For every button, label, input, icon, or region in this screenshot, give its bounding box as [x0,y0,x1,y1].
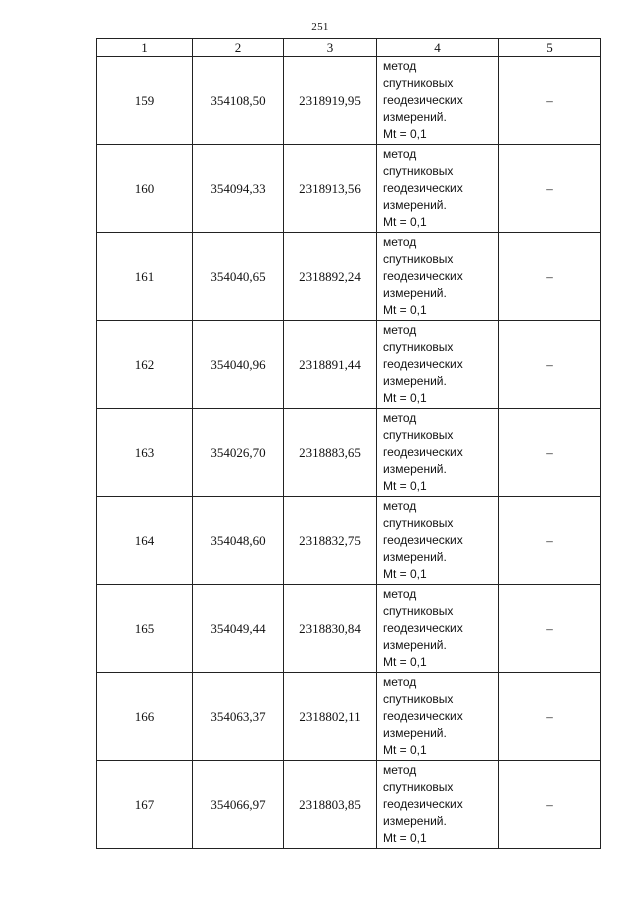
method-line: метод [383,323,417,337]
table-row [97,761,601,849]
method-line: геодезических [383,709,463,723]
method-cell [377,409,499,497]
method-line: спутниковых [383,76,454,90]
method-line: Mt = 0,1 [383,303,427,317]
method-line: Mt = 0,1 [383,127,427,141]
method-line: спутниковых [383,780,454,794]
method-line: Mt = 0,1 [383,831,427,845]
method-cell [377,761,499,849]
table-row [97,233,601,321]
x-coordinate-cell: 354063,37 [193,673,284,761]
y-coordinate-cell: 2318883,65 [284,409,377,497]
method-cell [377,145,499,233]
table-header [97,39,601,57]
method-line: геодезических [383,181,463,195]
method-line: геодезических [383,357,463,371]
y-coordinate-cell: 2318919,95 [284,57,377,145]
table-row [97,585,601,673]
method-line: спутниковых [383,692,454,706]
y-coordinate-cell: 2318803,85 [284,761,377,849]
method-cell [377,497,499,585]
method-line: измерений. [383,462,447,476]
table-row [97,673,601,761]
note-cell: – [499,233,601,321]
table-row [97,145,601,233]
x-coordinate-cell: 354040,65 [193,233,284,321]
method-line: Mt = 0,1 [383,567,427,581]
method-line: геодезических [383,445,463,459]
x-coordinate-cell: 354049,44 [193,585,284,673]
column-header-5: 5 [499,39,601,57]
method-line: спутниковых [383,164,454,178]
point-number-cell: 162 [97,321,193,409]
x-coordinate-cell: 354066,97 [193,761,284,849]
method-line: метод [383,59,417,73]
method-cell [377,673,499,761]
y-coordinate-cell: 2318802,11 [284,673,377,761]
method-line: измерений. [383,286,447,300]
y-coordinate-cell: 2318891,44 [284,321,377,409]
table-row [97,497,601,585]
table-body [97,57,601,849]
method-line: Mt = 0,1 [383,215,427,229]
method-line: метод [383,499,417,513]
point-number-cell: 164 [97,497,193,585]
method-line: геодезических [383,533,463,547]
method-line: геодезических [383,621,463,635]
point-number-cell: 163 [97,409,193,497]
method-line: спутниковых [383,428,454,442]
page-number: 251 [311,21,329,33]
x-coordinate-cell: 354026,70 [193,409,284,497]
column-header-2: 2 [193,39,284,57]
method-line: метод [383,675,417,689]
method-line: метод [383,235,417,249]
method-line: геодезических [383,797,463,811]
note-cell: – [499,761,601,849]
method-line: спутниковых [383,604,454,618]
method-line: Mt = 0,1 [383,743,427,757]
method-line: геодезических [383,269,463,283]
method-line: измерений. [383,110,447,124]
column-header-1: 1 [97,39,193,57]
method-line: метод [383,147,417,161]
y-coordinate-cell: 2318832,75 [284,497,377,585]
method-cell [377,233,499,321]
method-line: измерений. [383,198,447,212]
method-line: измерений. [383,814,447,828]
method-line: метод [383,587,417,601]
note-cell: – [499,321,601,409]
note-cell: – [499,145,601,233]
method-line: измерений. [383,374,447,388]
point-number-cell: 160 [97,145,193,233]
method-line: геодезических [383,93,463,107]
y-coordinate-cell: 2318830,84 [284,585,377,673]
note-cell: – [499,409,601,497]
method-cell [377,321,499,409]
x-coordinate-cell: 354094,33 [193,145,284,233]
x-coordinate-cell: 354048,60 [193,497,284,585]
note-cell: – [499,585,601,673]
note-cell: – [499,57,601,145]
point-number-cell: 165 [97,585,193,673]
x-coordinate-cell: 354040,96 [193,321,284,409]
method-line: Mt = 0,1 [383,655,427,669]
coordinates-table [96,38,601,849]
y-coordinate-cell: 2318892,24 [284,233,377,321]
method-line: измерений. [383,638,447,652]
method-line: метод [383,411,417,425]
table-row [97,409,601,497]
point-number-cell: 161 [97,233,193,321]
method-line: спутниковых [383,516,454,530]
note-cell: – [499,497,601,585]
point-number-cell: 167 [97,761,193,849]
method-line: измерений. [383,726,447,740]
method-line: спутниковых [383,252,454,266]
point-number-cell: 159 [97,57,193,145]
table-row [97,321,601,409]
method-line: Mt = 0,1 [383,391,427,405]
point-number-cell: 166 [97,673,193,761]
column-header-3: 3 [284,39,377,57]
column-header-4: 4 [377,39,499,57]
table-row [97,57,601,145]
method-line: спутниковых [383,340,454,354]
method-line: метод [383,763,417,777]
method-cell [377,57,499,145]
note-cell: – [499,673,601,761]
x-coordinate-cell: 354108,50 [193,57,284,145]
method-line: Mt = 0,1 [383,479,427,493]
method-cell [377,585,499,673]
y-coordinate-cell: 2318913,56 [284,145,377,233]
method-line: измерений. [383,550,447,564]
header-row [97,39,601,57]
